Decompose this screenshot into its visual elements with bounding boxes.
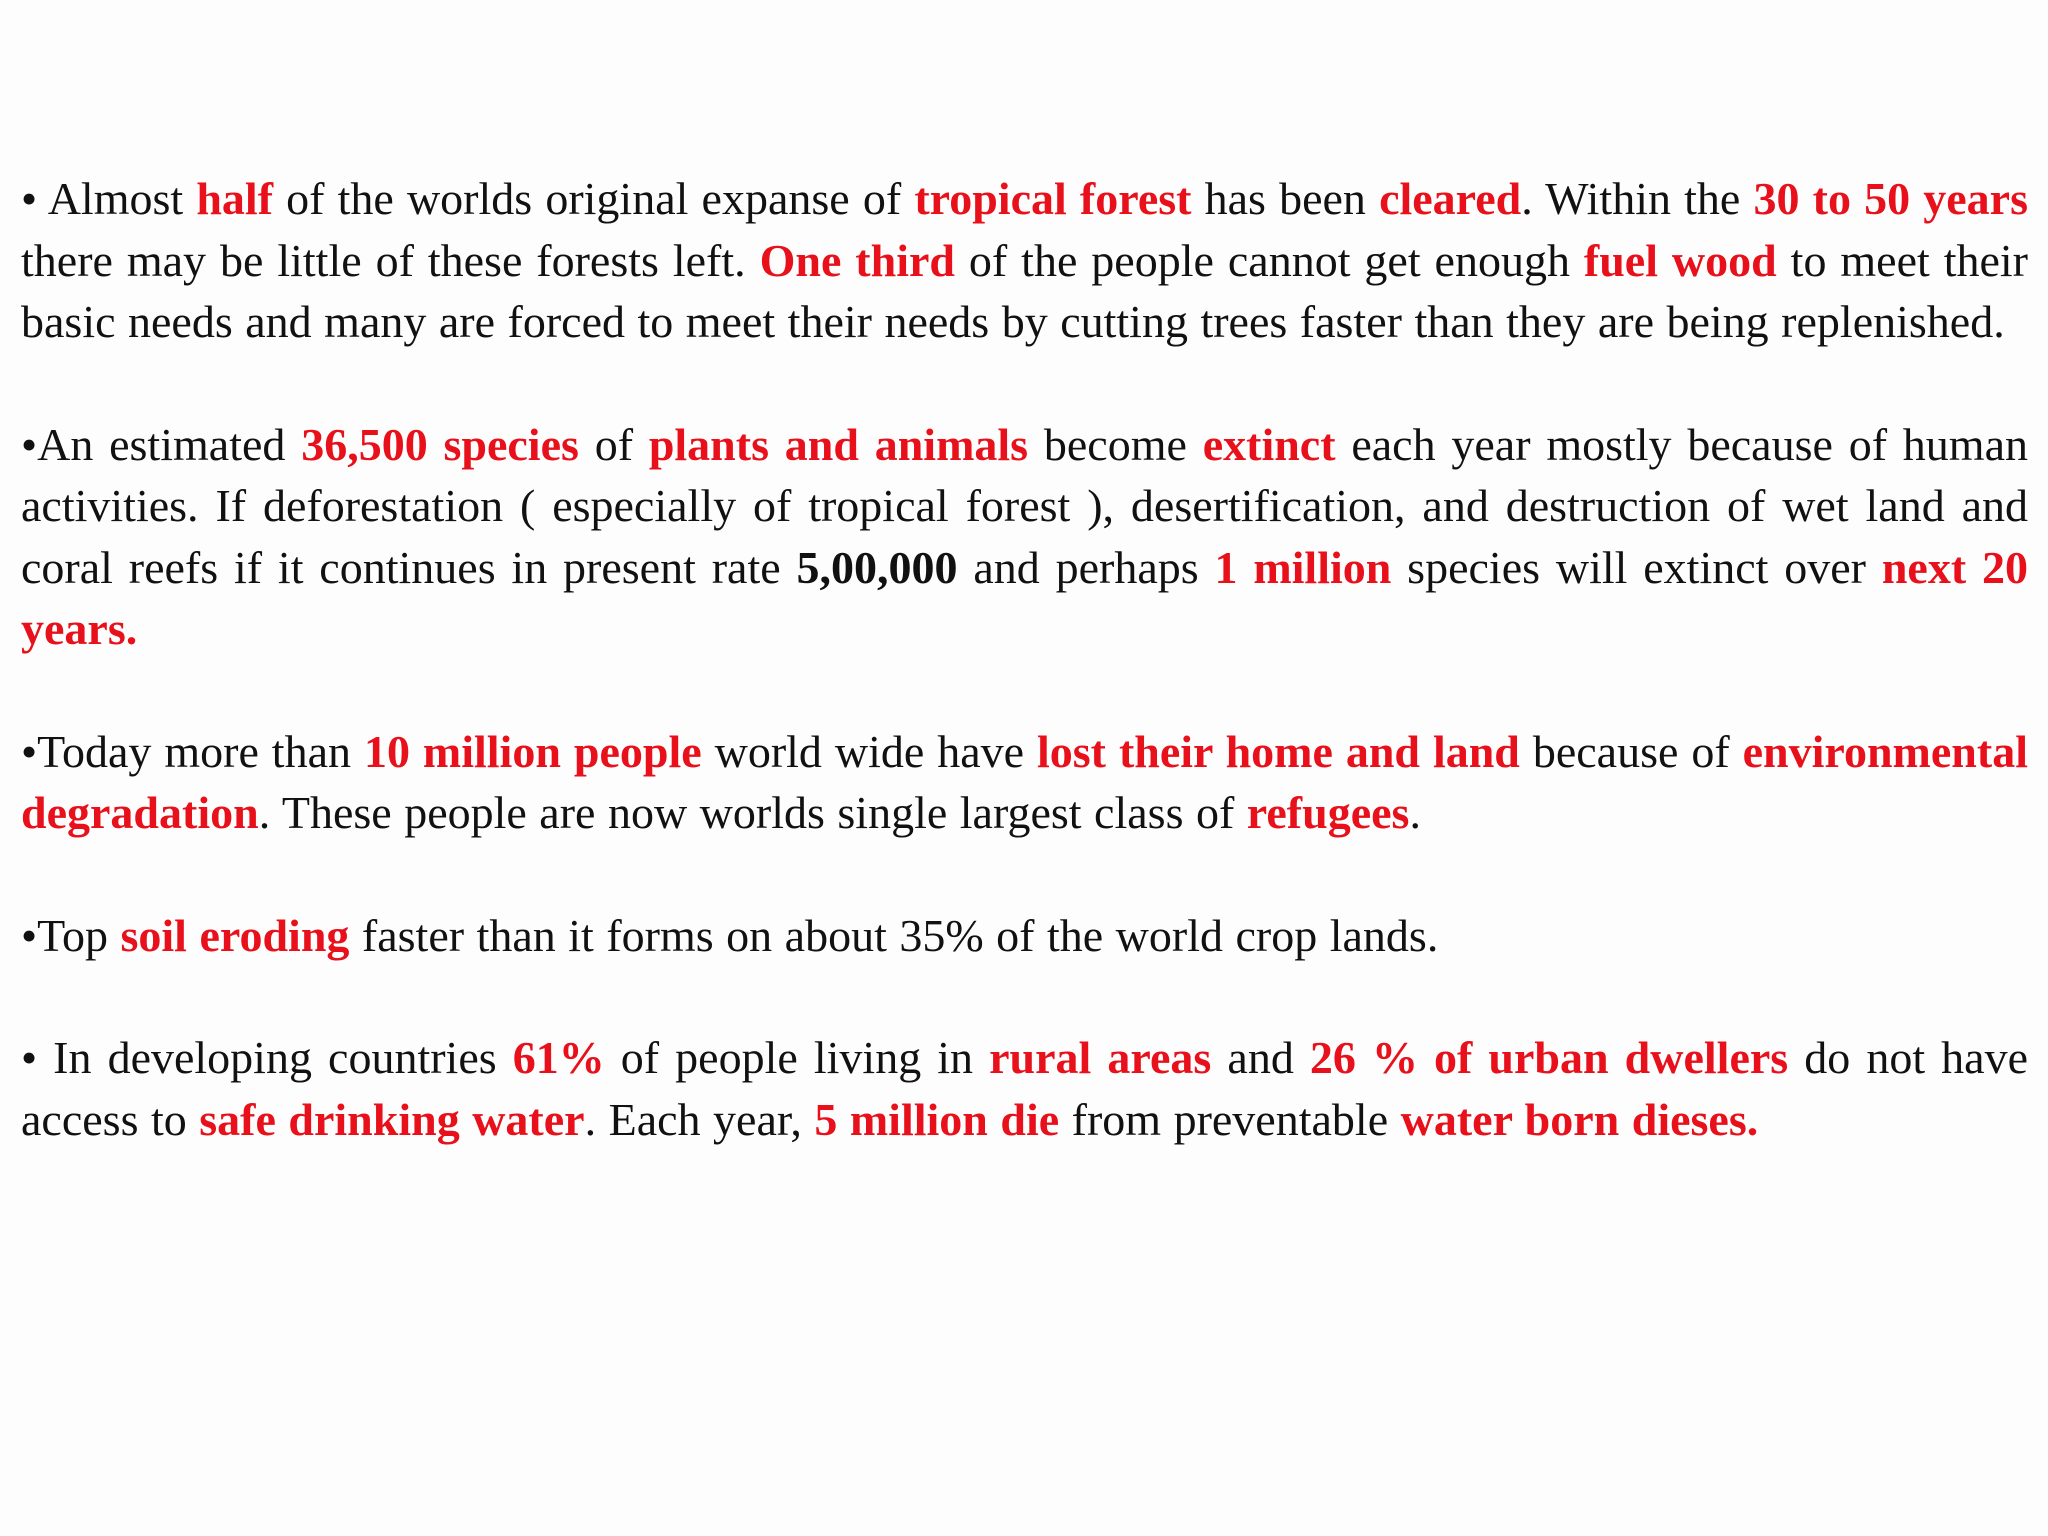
highlighted-text: 5 million die [814, 1093, 1060, 1145]
body-text: • In developing countries [21, 1032, 513, 1083]
body-text: faster than it forms on about 35% of the world crop lands. [349, 909, 1439, 961]
body-text: of people living in [604, 1032, 990, 1083]
highlighted-text: rural areas [989, 1032, 1212, 1083]
highlighted-text: tropical forest [914, 173, 1192, 224]
highlighted-text: safe drinking water [199, 1093, 585, 1145]
body-text: and perhaps [957, 541, 1215, 593]
body-text: do not have access to [21, 1032, 2029, 1145]
body-text: . These people are now worlds single largest class of [258, 787, 1247, 838]
body-text: •Today more than [21, 725, 364, 777]
highlighted-text: cleared [1379, 173, 1522, 224]
highlighted-text: soil eroding [120, 909, 350, 961]
highlighted-text: 26 % of urban dwellers [1309, 1032, 1789, 1083]
bullet-soil-erosion [21, 905, 2028, 967]
body-text: •Top [21, 909, 121, 961]
highlighted-text: water born dieses. [1400, 1093, 1759, 1145]
bold-text: 5,00,000 [796, 541, 958, 593]
bullet-drinking-water [21, 1027, 2028, 1150]
highlighted-text: refugees [1246, 787, 1410, 838]
highlighted-text: extinct [1202, 418, 1336, 470]
body-text: . Each year, [584, 1093, 815, 1145]
body-text: each year mostly because of human activities. If deforestation ( especially of tropical forest ), desertification, and destruction of wet land and coral reefs if it continues in present rate [21, 418, 2029, 593]
body-text: world wide have [701, 725, 1037, 777]
body-text: has been [1191, 173, 1380, 224]
bullet-deforestation [21, 168, 2028, 353]
highlighted-text: 30 to 50 years [1753, 173, 2028, 224]
body-text: become [1028, 418, 1203, 470]
highlighted-text: 1 million [1214, 541, 1392, 593]
body-text: from preventable [1059, 1093, 1401, 1145]
highlighted-text: fuel wood [1583, 234, 1777, 286]
highlighted-text: 61% [512, 1032, 605, 1083]
highlighted-text: 36,500 species [301, 418, 579, 470]
body-text: and [1211, 1032, 1310, 1083]
body-text: there may be little of these forests left. [21, 234, 760, 286]
highlighted-text: One third [759, 234, 955, 286]
body-text: because of [1519, 725, 1743, 777]
highlighted-text: lost their home and land [1037, 725, 1520, 777]
body-text: to meet their basic needs and many are forced to meet their needs by cutting trees faster than they are being replenished. [21, 234, 2029, 347]
body-text: • Almost [21, 173, 197, 224]
highlighted-text: environmental degradation [21, 725, 2028, 838]
body-text: of the worlds original expanse of [273, 173, 915, 224]
body-text: •An estimated [21, 418, 302, 470]
body-text: of the people cannot get enough [955, 234, 1584, 286]
body-text: of [578, 418, 649, 470]
body-text: species will extinct over [1391, 541, 1882, 593]
bullet-environmental-refugees [21, 721, 2028, 844]
bullet-species-extinction [21, 414, 2028, 660]
highlighted-text: plants and animals [648, 418, 1029, 470]
highlighted-text: next 20 years. [21, 541, 2028, 654]
body-text: . Within the [1521, 173, 1754, 224]
highlighted-text: half [196, 173, 274, 224]
highlighted-text: 10 million people [363, 725, 702, 777]
body-text: . [1409, 787, 1421, 838]
